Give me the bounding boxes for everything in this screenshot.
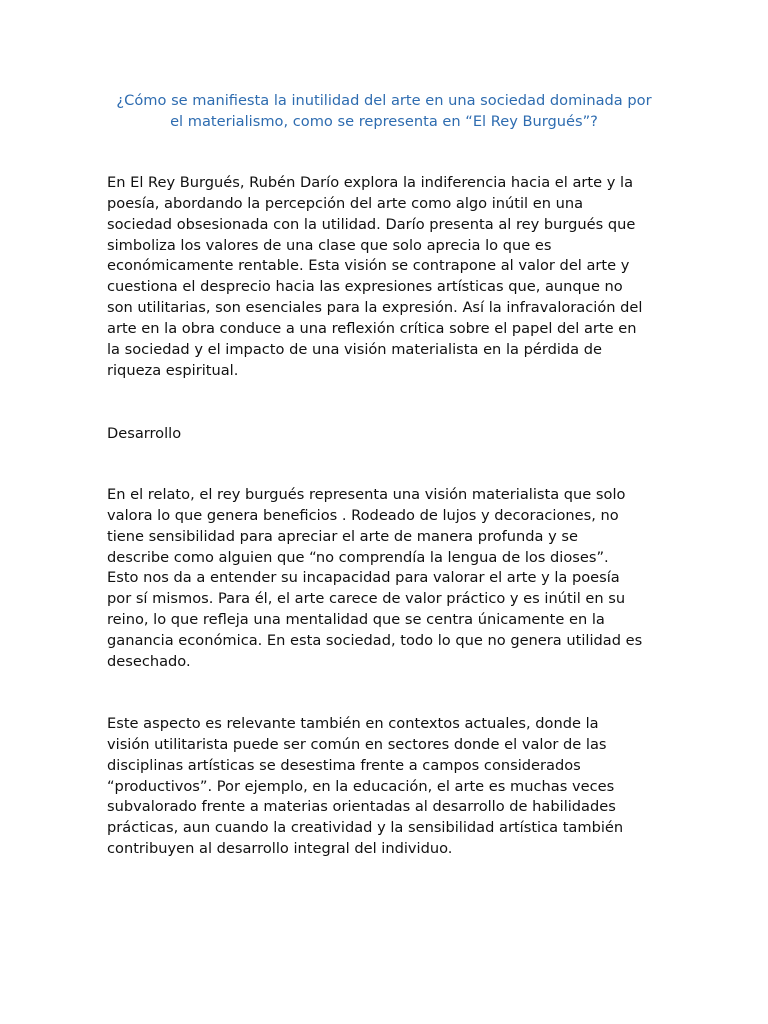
- development-paragraph-2: Este aspecto es relevante también en contextos actuales, donde la visión utilitarista puede ser común en sectores donde el valor de las disciplinas artísticas se desestima frente a campos considerados “productivos”. Por ejemplo, en la educación, el arte es muchas veces subvalorado frente a materias orientadas al desarrollo de habilidades prácticas, aun cuando la creatividad y la sensibilidad artística también contribuyen al desarrollo integral del individuo.: [107, 715, 624, 858]
- development-paragraph-1: En el relato, el rey burgués representa una visión materialista que solo valora lo que genera beneficios . Rodeado de lujos y decoraciones, no tiene sensibilidad para apreciar el arte de manera profunda y se describe como alguien que “no comprendía la lengua de los dioses”. Esto nos da a entender su incapacidad para valorar el arte y la poesía por sí mismos. Para él, el arte carece de valor práctico y es inútil en su reino, lo que refleja una mentalidad que se centra únicamente en la ganancia económica. En esta sociedad, todo lo que no genera utilidad es desechado.: [107, 486, 643, 670]
- section-heading: Desarrollo: [107, 425, 182, 442]
- document-title: ¿Cómo se manifiesta la inutilidad del arte en una sociedad dominada por el materialismo, como se representa en “El Rey Burgués”?: [116, 92, 652, 130]
- intro-paragraph: En El Rey Burgués, Rubén Darío explora la indiferencia hacia el arte y la poesía, abordando la percepción del arte como algo inútil en una sociedad obsesionada con la utilidad. Darío presenta al rey burgués que simboliza los valores de una clase que solo aprecia lo que es económicamente rentable. Esta visión se contrapone al valor del arte y cuestiona el desprecio hacia las expresiones artísticas que, aunque no son utilitarias, son esenciales para la expresión. Así la infravaloración del arte en la obra conduce a una reflexión crítica sobre el papel del arte en la sociedad y el impacto de una visión materialista en la pérdida de riqueza espiritual.: [107, 174, 643, 379]
